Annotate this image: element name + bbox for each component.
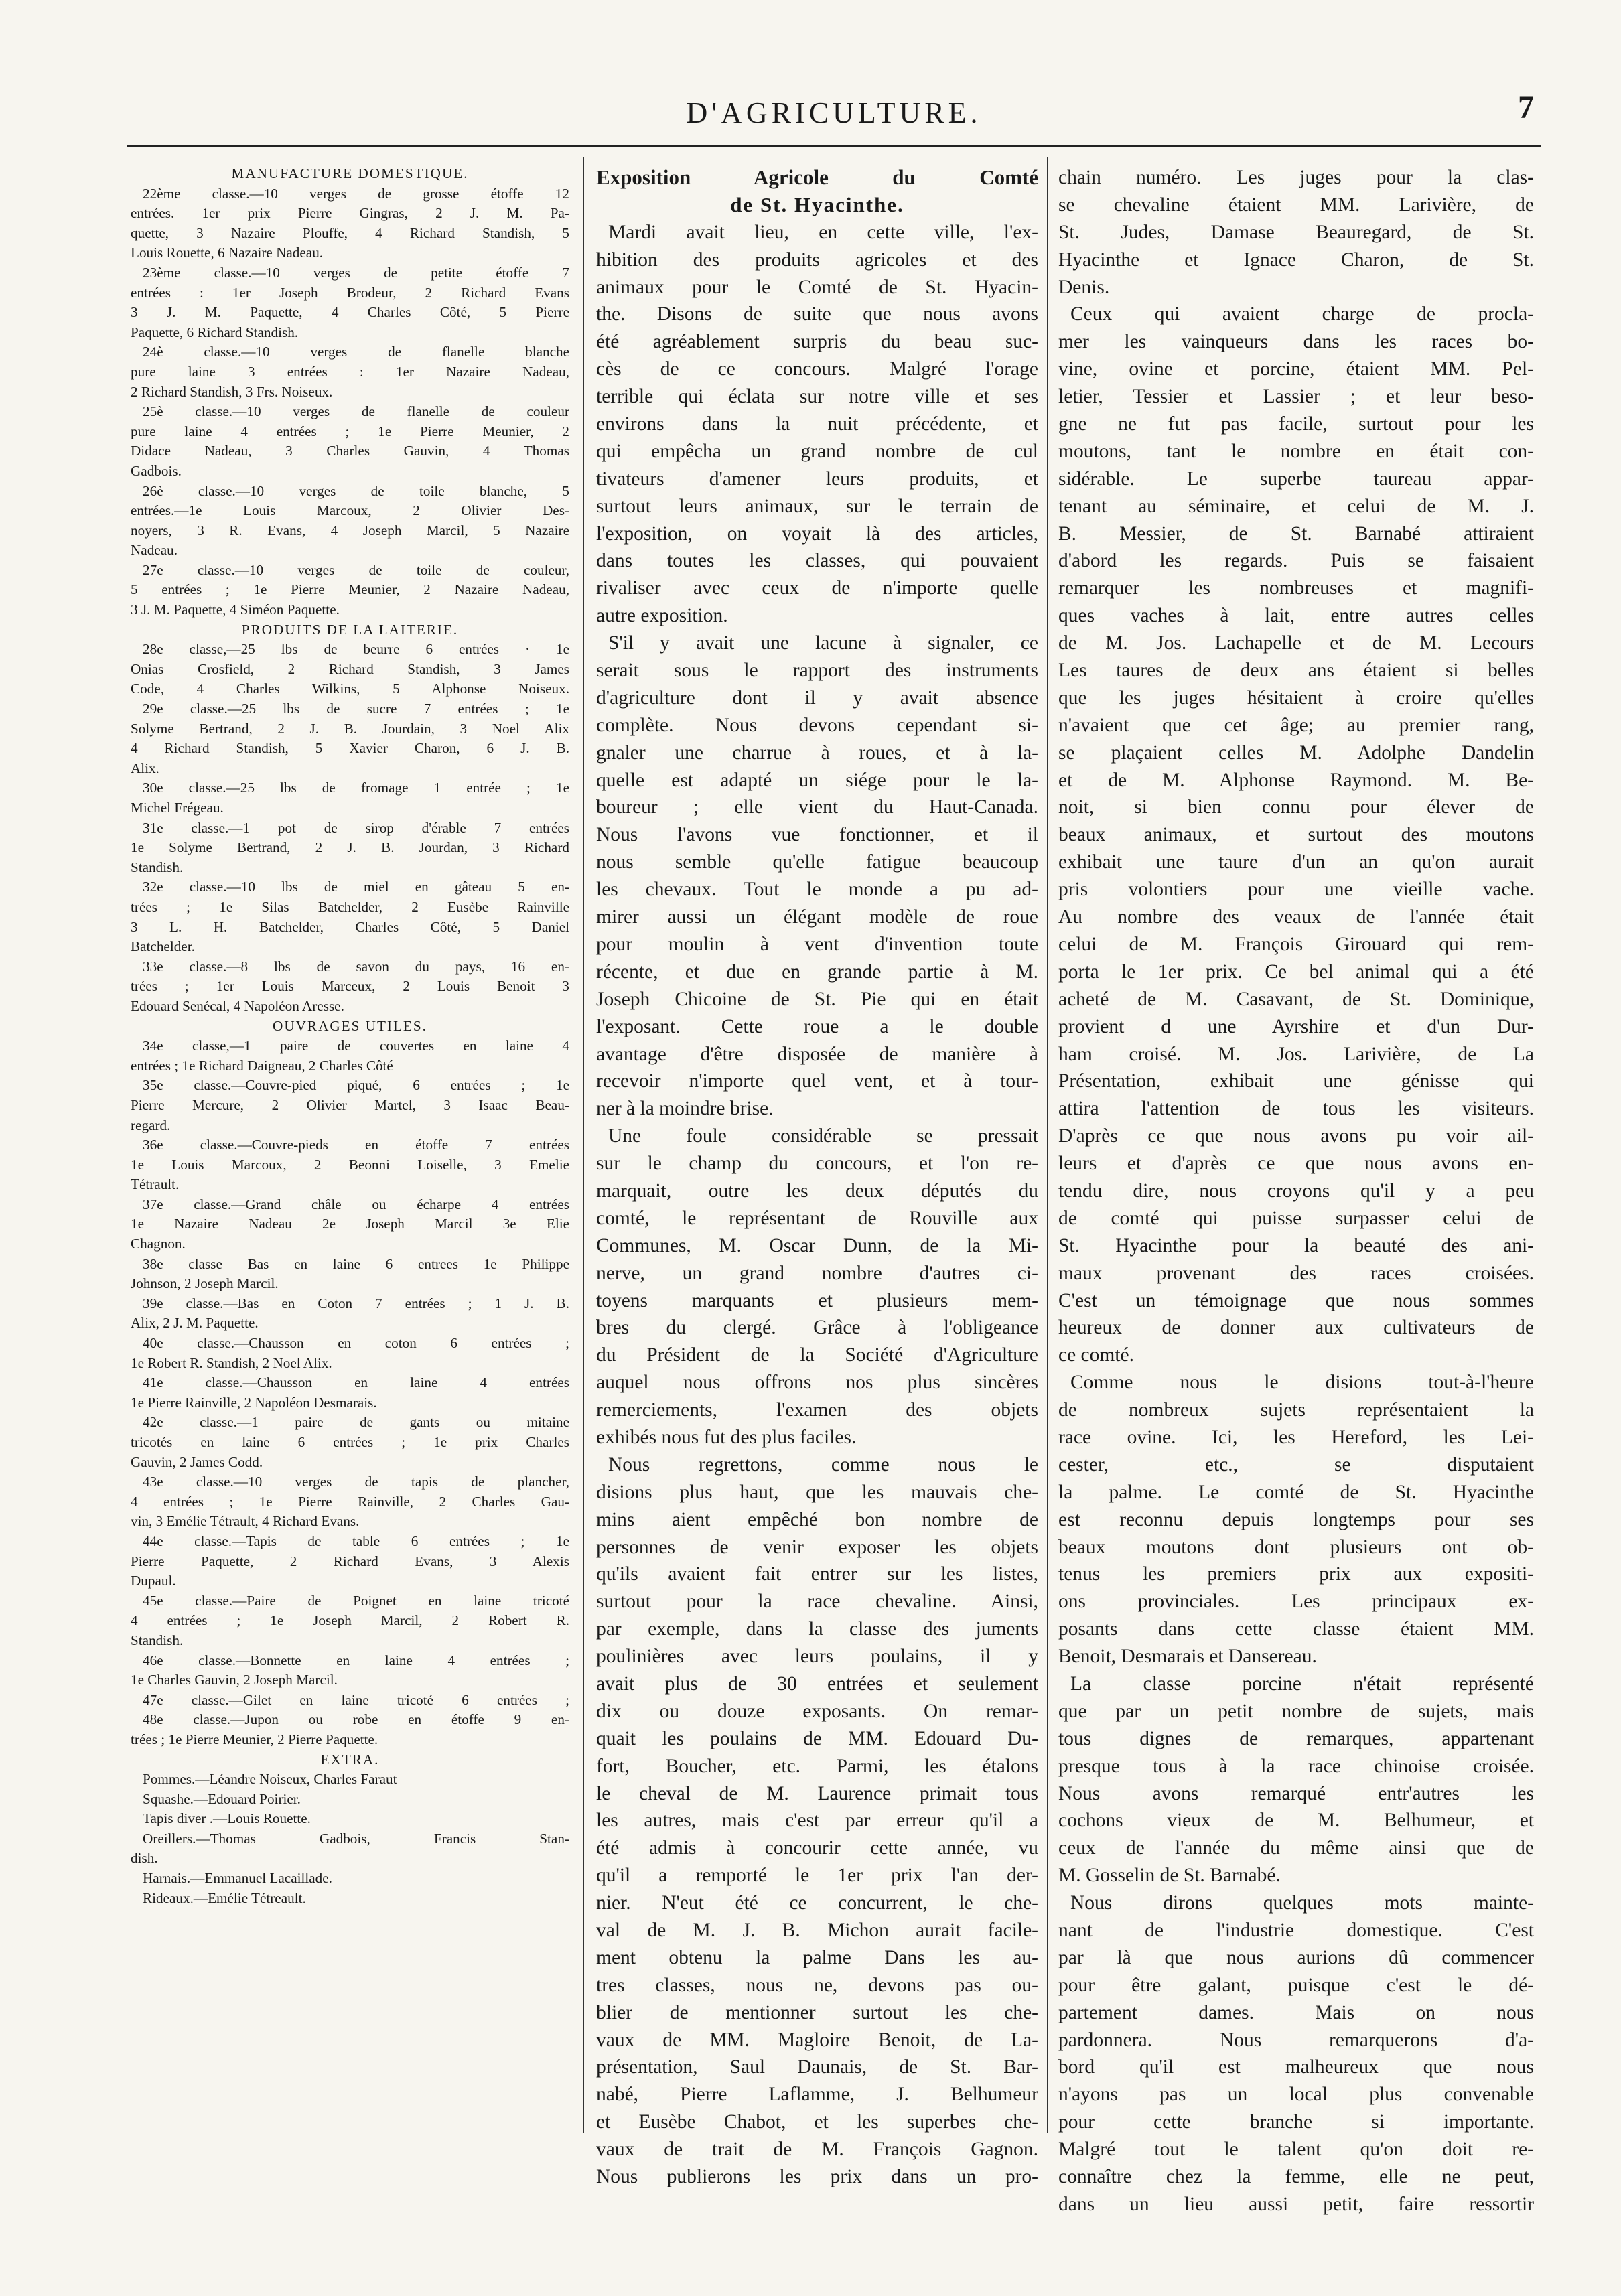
text-line: nous semble qu'elle fatigue beaucoup: [596, 851, 1038, 873]
text-line: Gauvin, 2 James Codd.: [131, 1453, 263, 1470]
text-line: Nous dirons quelques mots mainte-: [1070, 1892, 1534, 1914]
text-line: entrées. 1er prix Pierre Gingras, 2 J. M. Pa-: [131, 205, 569, 222]
text-line: gnaler une charrue à roues, et à la-: [596, 741, 1038, 764]
text-line: tivateurs d'amener leurs produits, et: [596, 468, 1038, 490]
text-line: tenant au séminaire, et celui de M. J.: [1058, 495, 1534, 517]
text-line: est reconnu depuis longtemps pour ses: [1058, 1508, 1534, 1530]
text-line: pour cette branche si importante.: [1058, 2111, 1534, 2133]
text-line: ce comté.: [1058, 1344, 1135, 1366]
text-line: par là que nous aurions dû commencer: [1058, 1946, 1534, 1968]
text-line: 46e classe.—Bonnette en laine 4 entrées ;: [143, 1652, 569, 1668]
text-line: se plaçaient celles M. Adolphe Dandelin: [1058, 741, 1534, 764]
text-line: terrible qui éclata sur notre ville et ses: [596, 386, 1038, 408]
text-line: St. Hyacinthe pour la beauté des ani-: [1058, 1234, 1534, 1257]
text-line: bord qu'il est malheureux que nous: [1058, 2056, 1534, 2078]
text-line: 29e classe.—25 lbs de sucre 7 entrées ; 1e: [143, 701, 569, 717]
text-line: Nadeau.: [131, 542, 178, 559]
text-line: trées ; 1er Louis Marceux, 2 Louis Benoit 3: [131, 978, 569, 995]
text-line: Nous l'avons vue fonctionner, et il: [596, 824, 1038, 846]
text-line: posants dans cette classe étaient MM.: [1058, 1618, 1534, 1640]
text-line: regard.: [131, 1117, 171, 1133]
text-line: Oreillers.—Thomas Gadbois, Francis Stan-: [143, 1830, 569, 1847]
text-line: n'ayons pas un local plus convenable: [1058, 2084, 1534, 2106]
text-line: complète. Nous devons cependant si-: [596, 714, 1038, 736]
text-line: ceux de l'année du même ainsi que de: [1058, 1837, 1534, 1859]
text-line: B. Messier, de St. Barnabé attiraient: [1058, 522, 1534, 545]
text-line: tres classes, nous ne, devons pas ou-: [596, 1974, 1038, 1996]
text-line: blier de mentionner surtout les che-: [596, 2001, 1038, 2023]
text-line: acheté de M. Casavant, de St. Dominique,: [1058, 988, 1534, 1010]
text-line: de comté qui puisse surpasser celui de: [1058, 1207, 1534, 1229]
text-line: Code, 4 Charles Wilkins, 5 Alphonse Noiseux.: [131, 680, 569, 697]
text-line: 40e classe.—Chausson en coton 6 entrées ;: [143, 1335, 569, 1352]
text-line: dix ou douze exposants. On remar-: [596, 1700, 1038, 1722]
text-line: 1e Nazaire Nadeau 2e Joseph Marcil 3e Elie: [131, 1216, 569, 1232]
text-line: Benoit, Desmarais et Dansereau.: [1058, 1646, 1317, 1668]
text-line: 24è classe.—10 verges de flanelle blanche: [143, 344, 569, 360]
text-line: rivaliser avec ceux de n'importe quelle: [596, 577, 1038, 599]
text-line: S'il y avait une lacune à signaler, ce: [608, 632, 1038, 654]
text-line: noit, si bien connu pour élever de: [1058, 796, 1534, 818]
text-line: dans un lieu aussi petit, faire ressortir: [1058, 2193, 1534, 2215]
text-line: Communes, M. Oscar Dunn, de la Mi-: [596, 1234, 1038, 1257]
text-line: Squashe.—Edouard Poirier.: [143, 1790, 301, 1807]
text-line: Onias Crosfield, 2 Richard Standish, 3 James: [131, 660, 569, 677]
text-line: de M. Jos. Lachapelle et de M. Lecours: [1058, 632, 1534, 654]
text-line: Louis Rouette, 6 Nazaire Nadeau.: [131, 244, 324, 261]
text-line: et de M. Alphonse Raymond. M. Be-: [1058, 769, 1534, 791]
text-line: Johnson, 2 Joseph Marcil.: [131, 1275, 279, 1292]
text-line: recevoir n'importe quel vent, et à tour-: [596, 1070, 1038, 1092]
text-line: qui empêcha un grand nombre de cul: [596, 440, 1038, 462]
text-line: 44e classe.—Tapis de table 6 entrées ; 1e: [143, 1532, 569, 1549]
header-rule: [127, 145, 1541, 147]
text-line: tous dignes de remarques, appartenant: [1058, 1727, 1534, 1749]
text-line: disions plus haut, que les mauvais che-: [596, 1481, 1038, 1503]
text-line: l'exposition, on voyait là des articles,: [596, 522, 1038, 545]
text-line: provient d une Ayrshire et d'un Dur-: [1058, 1015, 1534, 1037]
text-line: Comme nous le disions tout-à-l'heure: [1070, 1372, 1534, 1394]
text-line: exhibait une taure d'un an qu'on aurait: [1058, 851, 1534, 873]
text-line: l'exposant. Cette roue a le double: [596, 1015, 1038, 1037]
text-line: pure laine 3 entrées : 1er Nazaire Nadeau,: [131, 363, 569, 380]
text-line: D'après ce que nous avons pu voir ail-: [1058, 1125, 1534, 1147]
text-line: ment obtenu la palme Dans les au-: [596, 1946, 1038, 1968]
text-line: pris volontiers pour une vieille vache.: [1058, 879, 1534, 901]
text-line: surtout pour la race chevaline. Ainsi,: [596, 1591, 1038, 1613]
text-line: 1e Charles Gauvin, 2 Joseph Marcil.: [131, 1672, 338, 1689]
text-line: d'abord les regards. Puis se faisaient: [1058, 550, 1534, 572]
text-line: 38e classe Bas en laine 6 entrees 1e Philippe: [143, 1255, 569, 1272]
text-line: auquel nous offrons nos plus sincères: [596, 1372, 1038, 1394]
text-line: se chevaline étaient MM. Larivière, de: [1058, 194, 1534, 216]
text-line: serait sous le rapport des instruments: [596, 660, 1038, 682]
text-line: entrées.—1e Louis Marcoux, 2 Olivier Des-: [131, 502, 569, 519]
column-divider: [1047, 157, 1048, 2133]
text-line: 4 Richard Standish, 5 Xavier Charon, 6 J. B.: [131, 740, 569, 757]
text-line: 43e classe.—10 verges de tapis de plancher,: [143, 1474, 569, 1490]
text-line: 25è classe.—10 verges de flanelle de couleur: [143, 403, 569, 420]
text-line: moutons, tant le nombre en était con-: [1058, 440, 1534, 462]
text-line: Gadbois.: [131, 462, 182, 479]
text-line: surtout leurs animaux, sur le terrain de: [596, 495, 1038, 517]
text-line: Tétrault.: [131, 1176, 180, 1193]
text-line: 34e classe,—1 paire de couvertes en laine 4: [143, 1037, 569, 1054]
text-line: 5 entrées ; 1e Pierre Meunier, 2 Nazaire Nadeau,: [131, 581, 569, 598]
text-line: nant de l'industrie domestique. C'est: [1058, 1920, 1534, 1941]
text-line: cester, etc., se disputaient: [1058, 1453, 1534, 1476]
text-line: mins aient empêché bon nombre de: [596, 1508, 1038, 1530]
text-line: Présentation, exhibait une génisse qui: [1058, 1070, 1534, 1092]
text-line: que les juges hésitaient à croire qu'elles: [1058, 687, 1534, 709]
text-line: Dupaul.: [131, 1573, 176, 1589]
text-line: personnes de venir exposer les objets: [596, 1536, 1038, 1558]
text-line: 31e classe.—1 pot de sirop d'érable 7 entrées: [143, 819, 569, 836]
text-line: de St. Hyacinthe.: [730, 192, 904, 216]
text-line: environs dans la nuit précédente, et: [596, 413, 1038, 435]
text-line: avait plus de 30 entrées et seulement: [596, 1672, 1038, 1695]
text-line: entrées ; 1e Richard Daigneau, 2 Charles Côté: [131, 1057, 393, 1074]
text-line: 22ème classe.—10 verges de grosse étoffe 12: [143, 185, 569, 202]
text-line: attira l'attention de tous les visiteurs.: [1058, 1098, 1534, 1120]
text-line: Michel Frégeau.: [131, 800, 224, 816]
text-line: nier. N'eut été ce concurrent, le che-: [596, 1892, 1038, 1914]
text-line: cès de ce concours. Malgré l'orage: [596, 358, 1038, 380]
text-line: dish.: [131, 1850, 158, 1867]
text-line: M. Gosselin de St. Barnabé.: [1058, 1865, 1281, 1887]
text-line: Pierre Paquette, 2 Richard Evans, 3 Alexis: [131, 1553, 569, 1569]
text-line: 1e Solyme Bertrand, 2 J. B. Jourdan, 3 Richard: [131, 839, 569, 856]
text-line: maux provenant des races croisées.: [1058, 1262, 1534, 1284]
text-line: nabé, Pierre Laflamme, J. Belhumeur: [596, 2084, 1038, 2106]
text-line: Une foule considérable se pressait: [608, 1125, 1038, 1147]
text-line: présentation, Saul Daunais, de St. Bar-: [596, 2056, 1038, 2078]
text-line: Alix, 2 J. M. Paquette.: [131, 1315, 259, 1332]
text-line: tenus les premiers prix aux expositi-: [1058, 1563, 1534, 1585]
text-line: tricotés en laine 6 entrées ; 1e prix Charles: [131, 1434, 569, 1450]
text-line: race ovine. Ici, les Hereford, les Lei-: [1058, 1426, 1534, 1448]
text-line: sur le champ du concours, et l'on re-: [596, 1153, 1038, 1175]
text-line: 27e classe.—10 verges de toile de couleur,: [143, 561, 569, 578]
text-line: 1e Louis Marcoux, 2 Beonni Loiselle, 3 Emelie: [131, 1156, 569, 1173]
text-line: 39e classe.—Bas en Coton 7 entrées ; 1 J. B.: [143, 1295, 569, 1311]
text-line: 23ème classe.—10 verges de petite étoffe 7: [143, 264, 569, 281]
text-line: Denis.: [1058, 276, 1110, 298]
text-line: Pierre Mercure, 2 Olivier Martel, 3 Isaac Beau-: [131, 1096, 569, 1113]
text-line: ner à la moindre brise.: [596, 1098, 774, 1120]
text-line: Standish.: [131, 1632, 184, 1648]
text-line: chain numéro. Les juges pour la clas-: [1058, 167, 1534, 188]
text-line: que par un petit nombre de sujets, mais: [1058, 1700, 1534, 1722]
text-line: et Eusèbe Chabot, et les superbes che-: [596, 2111, 1038, 2133]
text-line: 3 L. H. Batchelder, Charles Côté, 5 Daniel: [131, 918, 569, 935]
text-line: pour moulin à vent d'invention toute: [596, 933, 1038, 955]
text-line: Pommes.—Léandre Noiseux, Charles Faraut: [143, 1771, 397, 1788]
text-line: été agréablement surpris du beau suc-: [596, 331, 1038, 353]
text-line: Rideaux.—Emélie Tétreault.: [143, 1889, 306, 1906]
text-line: EXTRA.: [320, 1751, 380, 1768]
text-line: connaître chez la femme, elle ne peut,: [1058, 2166, 1534, 2188]
running-title: D'AGRICULTURE.: [686, 96, 982, 129]
text-line: 45e classe.—Paire de Poignet en laine tricoté: [143, 1592, 569, 1609]
text-line: vine, ovine et porcine, étaient MM. Pel-: [1058, 358, 1534, 380]
text-line: dans toutes les classes, qui pouvaient: [596, 550, 1038, 572]
text-line: celui de M. François Girouard qui rem-: [1058, 933, 1534, 955]
page-number: 7: [1518, 90, 1534, 125]
text-line: trées ; 1e Pierre Meunier, 2 Pierre Paquette.: [131, 1731, 378, 1747]
column-divider: [583, 157, 584, 2133]
text-line: 1e Robert R. Standish, 2 Noel Alix.: [131, 1354, 332, 1371]
text-line: OUVRAGES UTILES.: [273, 1017, 427, 1034]
text-line: MANUFACTURE DOMESTIQUE.: [231, 165, 469, 182]
text-line: Nous publierons les prix dans un pro-: [596, 2166, 1038, 2188]
text-line: C'est un témoignage que nous sommes: [1058, 1289, 1534, 1311]
column-exposition-article: [596, 164, 1038, 2191]
text-line: beaux moutons dont plusieurs ont ob-: [1058, 1536, 1534, 1558]
text-line: 3 J. M. Paquette, 4 Siméon Paquette.: [131, 601, 340, 618]
text-line: sidérable. Le superbe taureau appar-: [1058, 468, 1534, 490]
text-line: ons provinciales. Les principaux ex-: [1058, 1591, 1534, 1613]
text-line: beaux animaux, et surtout des moutons: [1058, 824, 1534, 846]
text-line: Au nombre des veaux de l'année était: [1058, 906, 1534, 928]
text-line: Joseph Chicoine de St. Pie qui en était: [596, 988, 1038, 1010]
text-line: Didace Nadeau, 3 Charles Gauvin, 4 Thomas: [131, 443, 569, 459]
text-line: de nombreux sujets représentaient la: [1058, 1399, 1534, 1421]
text-line: les chevaux. Tout le monde a pu ad-: [596, 879, 1038, 901]
text-line: leurs et d'après ce que nous avons en-: [1058, 1153, 1534, 1175]
text-line: du Président de la Société d'Agriculture: [596, 1344, 1038, 1366]
text-line: PRODUITS DE LA LAITERIE.: [241, 621, 459, 638]
text-line: les autres, mais c'est par erreur qu'il a: [596, 1810, 1038, 1832]
text-line: quait les poulains de MM. Edouard Du-: [596, 1727, 1038, 1749]
text-line: Solyme Bertrand, 2 J. B. Jourdain, 3 Noel Alix: [131, 720, 569, 737]
text-line: 4 entrées ; 1e Pierre Rainville, 2 Charles Gau-: [131, 1493, 569, 1510]
text-line: 2 Richard Standish, 3 Frs. Noiseux.: [131, 383, 333, 400]
text-line: 47e classe.—Gilet en laine tricoté 6 entrées ;: [143, 1691, 569, 1708]
text-line: Batchelder.: [131, 938, 195, 955]
text-line: noyers, 3 R. Evans, 4 Joseph Marcil, 5 Nazaire: [131, 522, 569, 539]
text-line: pour être galant, puisque c'est le dé-: [1058, 1974, 1534, 1996]
text-line: Exposition Agricole du Comté: [596, 165, 1038, 189]
text-line: 33e classe.—8 lbs de savon du pays, 16 en-: [143, 958, 569, 975]
text-line: mirer aussi un élégant modèle de roue: [596, 906, 1038, 928]
text-line: 32e classe.—10 lbs de miel en gâteau 5 en-: [143, 879, 569, 895]
text-line: trées ; 1e Silas Batchelder, 2 Eusèbe Rainville: [131, 898, 569, 915]
text-line: partement dames. Mais on nous: [1058, 2001, 1534, 2023]
text-line: the. Disons de suite que nous avons: [596, 303, 1038, 326]
text-line: 35e classe.—Couvre-pied piqué, 6 entrées ; 1e: [143, 1077, 569, 1094]
text-line: 30e classe.—25 lbs de fromage 1 entrée ; 1e: [143, 780, 569, 796]
text-line: presque tous à la race chinoise croisée.: [1058, 1755, 1534, 1777]
text-line: vin, 3 Emélie Tétrault, 4 Richard Evans.: [131, 1513, 360, 1530]
text-line: Edouard Senécal, 4 Napoléon Aresse.: [131, 997, 344, 1014]
text-line: 1e Pierre Rainville, 2 Napoléon Desmarais.: [131, 1394, 377, 1411]
text-line: remerciements, l'examen des objets: [596, 1399, 1038, 1421]
text-line: gne ne fut pas facile, surtout pour les: [1058, 413, 1534, 435]
text-line: 48e classe.—Jupon ou robe en étoffe 9 en-: [143, 1711, 569, 1728]
text-line: heureux de donner aux cultivateurs de: [1058, 1317, 1534, 1339]
text-line: vaux de MM. Magloire Benoit, de La-: [596, 2029, 1038, 2051]
text-line: poulinières avec leurs poulains, il y: [596, 1646, 1038, 1668]
text-line: toyens marquants et plusieurs mem-: [596, 1289, 1038, 1311]
text-line: qu'il a remporté le 1er prix l'an der-: [596, 1865, 1038, 1887]
text-line: hibition des produits agricoles et des: [596, 248, 1038, 271]
text-line: autre exposition.: [596, 605, 728, 627]
text-line: exhibés nous fut des plus faciles.: [596, 1426, 857, 1448]
text-line: Alix.: [131, 760, 159, 776]
text-line: ques vaches à lait, entre autres celles: [1058, 605, 1534, 627]
text-line: Harnais.—Emmanuel Lacaillade.: [143, 1870, 332, 1887]
text-line: Chagnon.: [131, 1236, 186, 1252]
text-line: été admis à concourir cette année, vu: [596, 1837, 1038, 1859]
text-line: boureur ; elle vient du Haut-Canada.: [596, 796, 1038, 818]
text-line: Nous regrettons, comme nous le: [608, 1453, 1038, 1476]
text-line: 4 entrées ; 1e Joseph Marcil, 2 Robert R.: [131, 1612, 569, 1629]
text-line: porta le 1er prix. Ce bel animal qui a été: [1058, 960, 1534, 983]
text-line: ham croisé. M. Jos. Larivière, de La: [1058, 1043, 1534, 1065]
text-line: récente, et due en grande partie à M.: [596, 960, 1038, 983]
text-line: 26è classe.—10 verges de toile blanche, 5: [143, 482, 569, 499]
text-line: tendu dire, nous croyons qu'il y a peu: [1058, 1179, 1534, 1202]
text-line: avantage d'être disposée de manière à: [596, 1043, 1038, 1065]
text-line: Tapis diver .—Louis Rouette.: [143, 1810, 311, 1827]
text-line: vaux de trait de M. François Gagnon.: [596, 2139, 1038, 2161]
text-line: animaux pour le Comté de St. Hyacin-: [596, 276, 1038, 298]
page-header: [127, 84, 1541, 157]
text-line: la palme. Le comté de St. Hyacinthe: [1058, 1481, 1534, 1503]
text-line: St. Judes, Damase Beauregard, de St.: [1058, 221, 1534, 243]
text-line: Les taures de deux ans étaient si belles: [1058, 660, 1534, 682]
text-line: remarquer les nombreuses et magnifi-: [1058, 577, 1534, 599]
text-line: nerve, un grand nombre d'autres ci-: [596, 1262, 1038, 1284]
text-line: 37e classe.—Grand châle ou écharpe 4 entrées: [143, 1196, 569, 1212]
text-line: mer les vainqueurs dans les races bo-: [1058, 331, 1534, 353]
text-line: val de M. J. B. Michon aurait facile-: [596, 1920, 1038, 1941]
text-line: quette, 3 Nazaire Plouffe, 4 Richard Standish, 5: [131, 224, 569, 241]
text-line: Paquette, 6 Richard Standish.: [131, 324, 299, 340]
text-line: La classe porcine n'était représenté: [1070, 1672, 1534, 1695]
text-line: 28e classe,—25 lbs de beurre 6 entrées · 1e: [143, 641, 569, 658]
text-line: fort, Boucher, etc. Parmi, les étalons: [596, 1755, 1038, 1777]
text-line: 42e classe.—1 paire de gants ou mitaine: [143, 1414, 569, 1431]
text-line: Malgré tout le talent qu'on doit re-: [1058, 2139, 1534, 2161]
text-line: pure laine 4 entrées ; 1e Pierre Meunier, 2: [131, 423, 569, 439]
text-line: bres du clergé. Grâce à l'obligeance: [596, 1317, 1038, 1339]
text-line: 41e classe.—Chausson en laine 4 entrées: [143, 1374, 569, 1391]
text-line: marquait, outre les deux députés du: [596, 1179, 1038, 1202]
text-line: entrées : 1er Joseph Brodeur, 2 Richard Evans: [131, 284, 569, 301]
text-line: letier, Tessier et Lassier ; et leur beso-: [1058, 386, 1534, 408]
text-line: quelle est adapté un siége pour le la-: [596, 769, 1038, 791]
text-line: n'avaient que cet âge; au premier rang,: [1058, 714, 1534, 736]
text-line: Nous avons remarqué entr'autres les: [1058, 1782, 1534, 1804]
text-line: cochons vieux de M. Belhumeur, et: [1058, 1810, 1534, 1832]
text-line: par exemple, dans la classe des juments: [596, 1618, 1038, 1640]
text-line: 3 J. M. Paquette, 4 Charles Côté, 5 Pierre: [131, 304, 569, 321]
text-line: Hyacinthe et Ignace Charon, de St.: [1058, 248, 1534, 271]
text-line: 36e classe.—Couvre-pieds en étoffe 7 entrées: [143, 1137, 569, 1153]
text-line: Standish.: [131, 859, 184, 875]
text-line: qu'ils avaient fait entrer sur les listes,: [596, 1563, 1038, 1585]
column-prize-list: [131, 164, 569, 1908]
text-line: pardonnera. Nous remarquerons d'a-: [1058, 2029, 1534, 2051]
text-line: Ceux qui avaient charge de procla-: [1070, 303, 1534, 326]
text-line: le cheval de M. Laurence primait tous: [596, 1782, 1038, 1804]
text-line: Mardi avait lieu, en cette ville, l'ex-: [608, 221, 1038, 243]
text-line: d'agriculture dont il y avait absence: [596, 687, 1038, 709]
column-article-continued: [1058, 164, 1534, 2218]
text-line: comté, le représentant de Rouville aux: [596, 1207, 1038, 1229]
